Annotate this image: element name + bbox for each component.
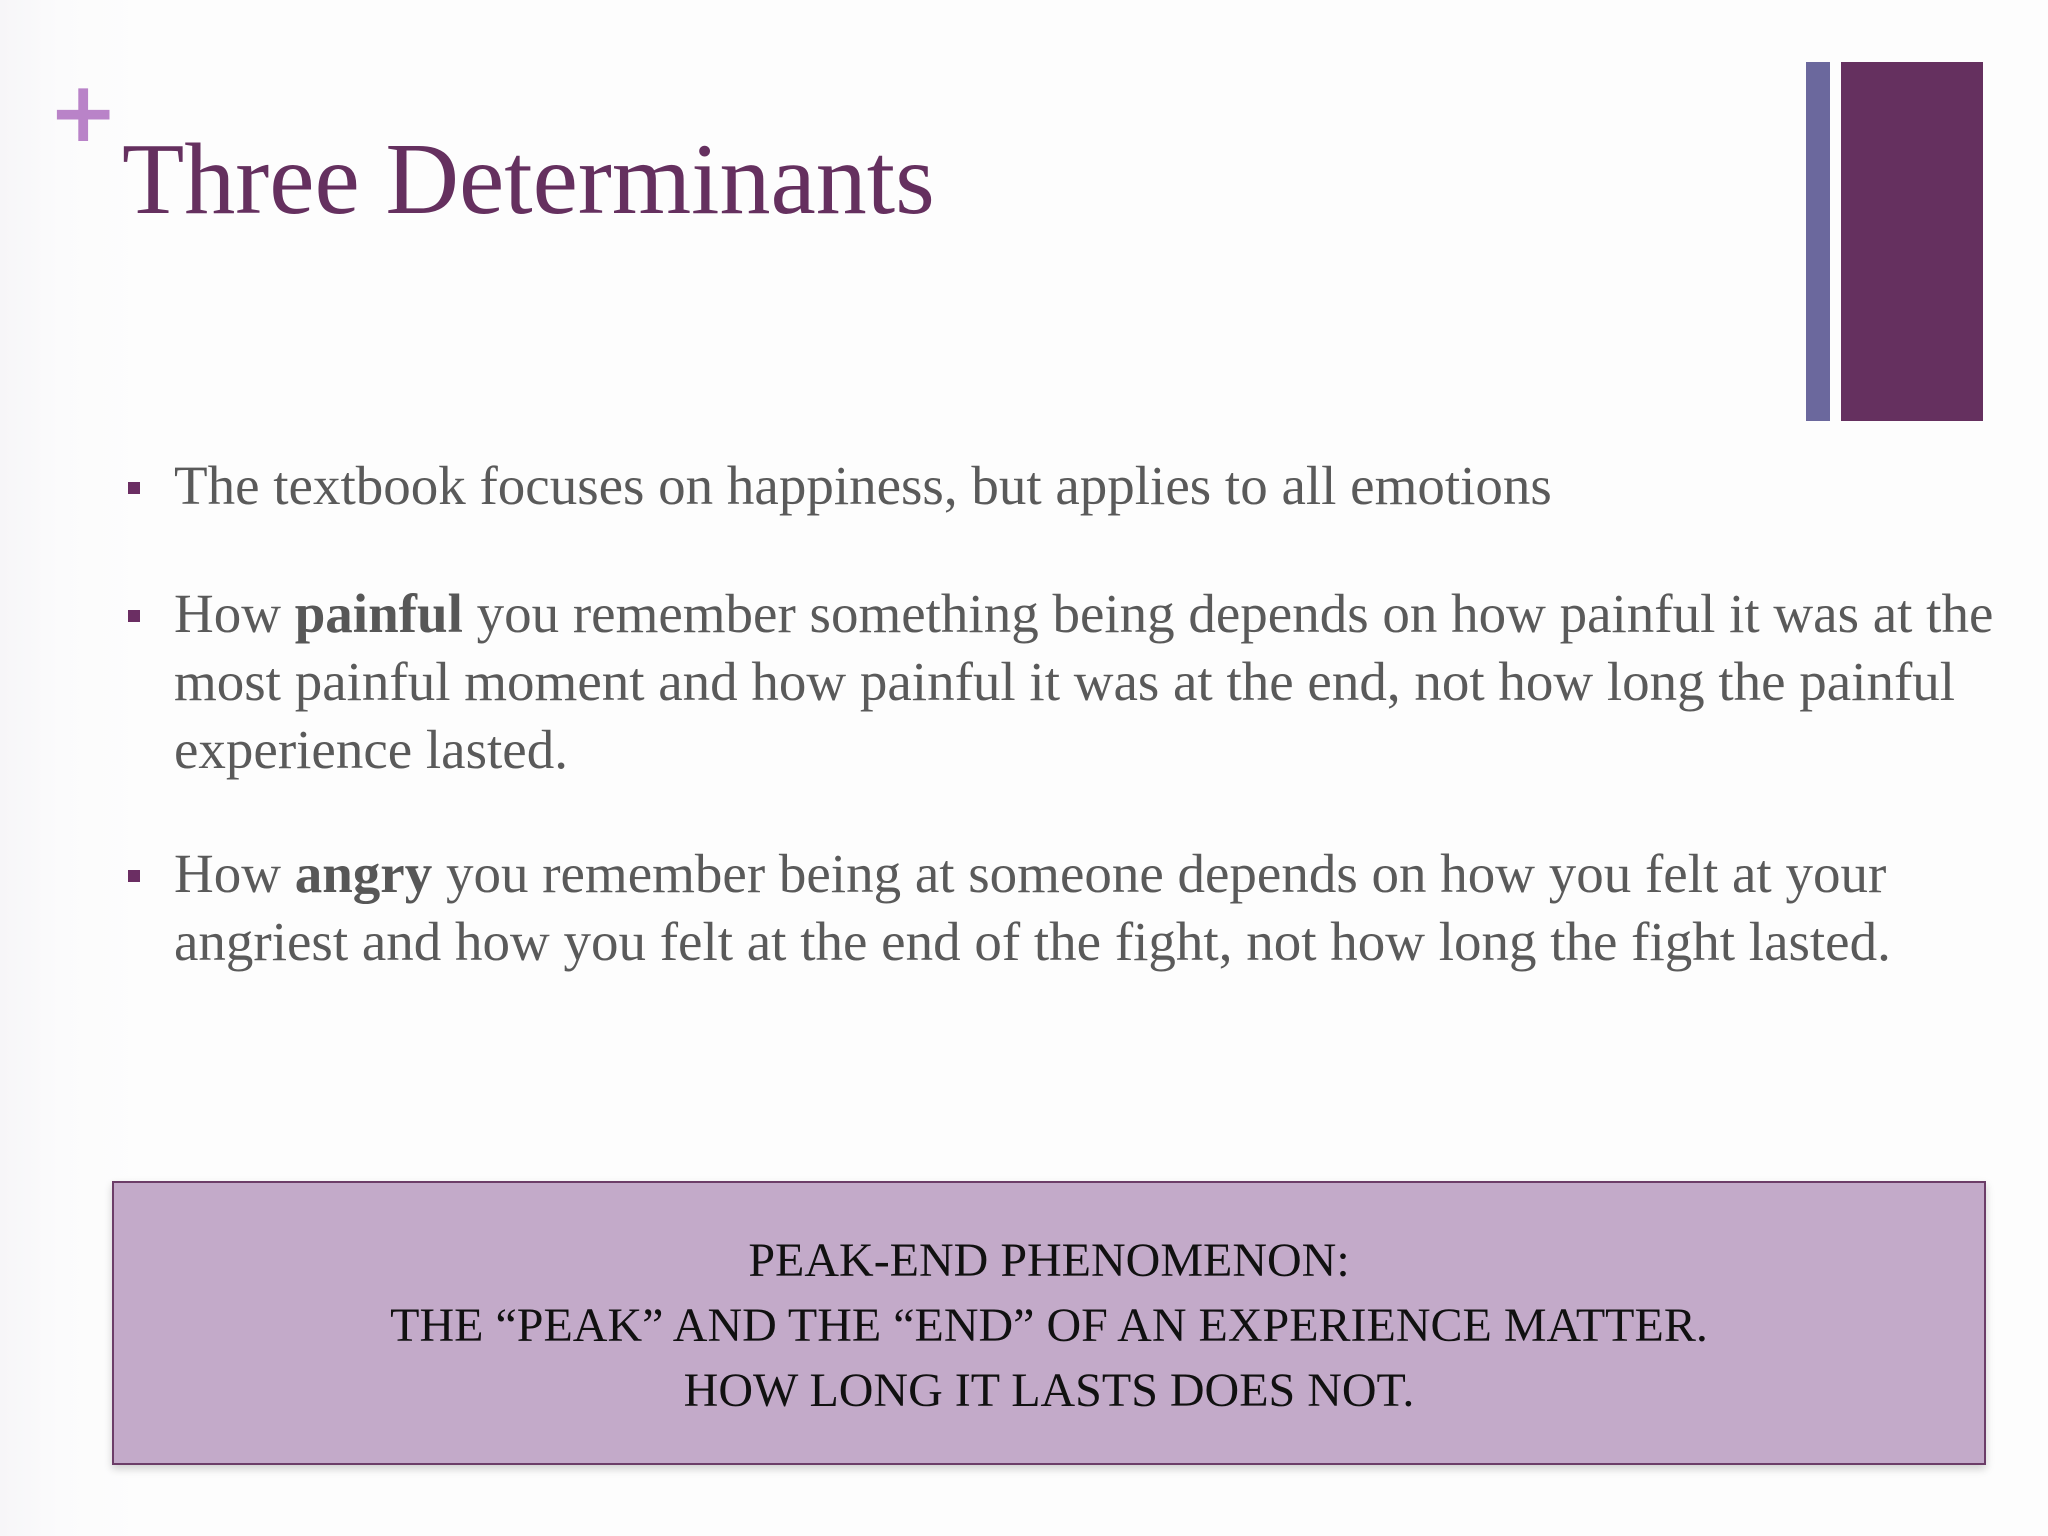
bullet-list — [124, 452, 2004, 1032]
bullet-item-textbook — [124, 452, 2004, 520]
decorative-bar-thick — [1841, 62, 1983, 421]
bullet-square-icon — [128, 870, 140, 882]
bullet-lead-text: How — [174, 843, 295, 904]
callout-line-peak-end: THE “PEAK” AND THE “END” OF AN EXPERIENCE MATTER. — [390, 1298, 1708, 1352]
slide-title: Three Determinants — [122, 123, 935, 236]
callout-heading: PEAK-END PHENOMENON: — [748, 1233, 1350, 1287]
bullet-rest-text: you remember something being depends on how painful it was at the most painful moment and how painful it was at the end, not how long the painful experience lasted. — [174, 583, 1994, 780]
callout-line-duration: HOW LONG IT LASTS DOES NOT. — [683, 1363, 1415, 1417]
bullet-square-icon — [128, 482, 140, 494]
plus-icon: + — [48, 63, 119, 161]
bullet-text: The textbook focuses on happiness, but applies to all emotions — [174, 455, 1552, 516]
decorative-bar-thin — [1806, 62, 1830, 421]
bullet-emphasis: painful — [294, 583, 463, 644]
bullet-lead-text: How — [174, 583, 295, 644]
bullet-rest-text: you remember being at someone depends on how you felt at your angriest and how you felt at the end of the fight, not how long the fight lasted. — [174, 843, 1891, 972]
bullet-item-painful — [124, 580, 2004, 784]
bullet-emphasis: angry — [294, 843, 433, 904]
bullet-item-angry — [124, 840, 2004, 976]
peak-end-callout-box — [112, 1181, 1986, 1465]
bullet-square-icon — [128, 610, 140, 622]
